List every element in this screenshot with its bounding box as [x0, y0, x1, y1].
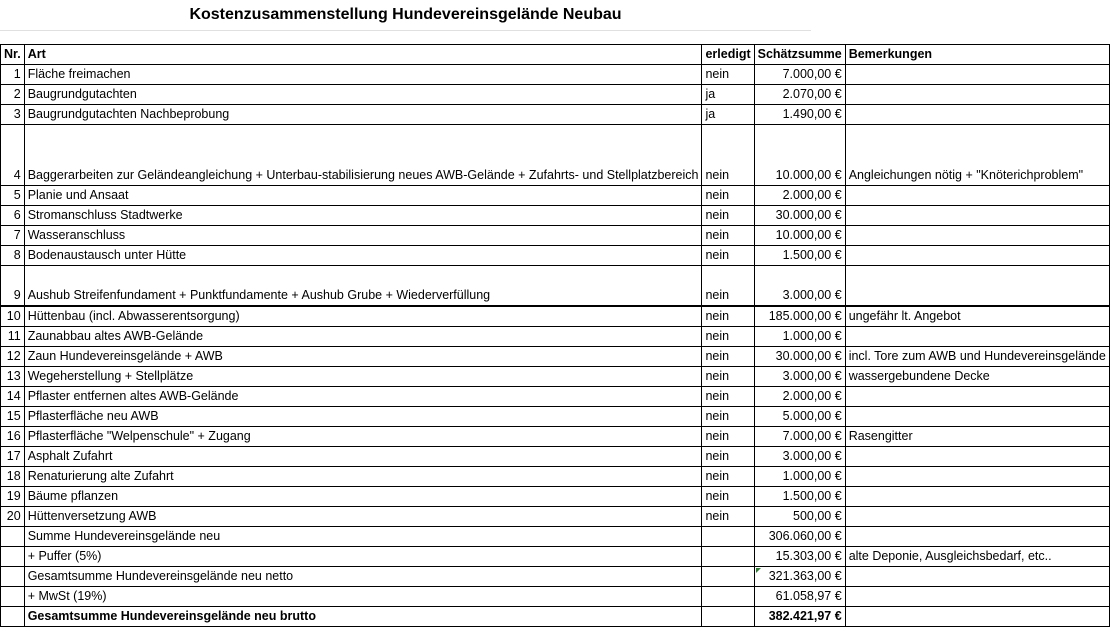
cell-erledigt-empty[interactable]	[702, 546, 754, 566]
cell-art[interactable]: Pflasterfläche neu AWB	[24, 406, 702, 426]
cell-total-label[interactable]: Gesamtsumme Hundevereinsgelände neu brutto	[24, 606, 702, 626]
table-row	[1, 306, 1110, 327]
cell-erledigt[interactable]: nein	[702, 65, 754, 85]
cell-erledigt[interactable]: ja	[702, 105, 754, 125]
table-row	[1, 186, 1110, 206]
cell-bemerkungen[interactable]	[845, 406, 1109, 426]
table-row	[1, 85, 1110, 105]
header-bemerkungen[interactable]: Bemerkungen	[845, 45, 1109, 65]
cell-total-label[interactable]: + Puffer (5%)	[24, 546, 702, 566]
cell-erledigt[interactable]: nein	[702, 406, 754, 426]
cell-schaetzsumme[interactable]: 500,00 €	[754, 506, 845, 526]
cell-art[interactable]: Asphalt Zufahrt	[24, 446, 702, 466]
cell-erledigt[interactable]: nein	[702, 186, 754, 206]
cell-total-bemerkungen[interactable]	[845, 606, 1109, 626]
cell-erledigt[interactable]: nein	[702, 226, 754, 246]
cell-schaetzsumme[interactable]: 30.000,00 €	[754, 346, 845, 366]
cell-total-bemerkungen[interactable]	[845, 586, 1109, 606]
cell-erledigt-empty[interactable]	[702, 606, 754, 626]
table-row	[1, 366, 1110, 386]
sheet-title: Kostenzusammenstellung Hundevereinsgelände Neubau	[189, 6, 622, 23]
cell-nr[interactable]: 1	[1, 65, 25, 85]
cell-nr-empty[interactable]	[1, 546, 25, 566]
cell-bemerkungen[interactable]	[845, 486, 1109, 506]
cell-total-bemerkungen[interactable]	[845, 526, 1109, 546]
blank-row	[0, 30, 811, 45]
cell-art[interactable]: Hüttenbau (incl. Abwasserentsorgung)	[24, 306, 702, 327]
cell-total-label[interactable]: Gesamtsumme Hundevereinsgelände neu netto	[24, 566, 702, 586]
cell-schaetzsumme[interactable]: 1.500,00 €	[754, 486, 845, 506]
cell-erledigt[interactable]: nein	[702, 506, 754, 526]
cell-erledigt[interactable]: nein	[702, 426, 754, 446]
cell-bemerkungen[interactable]: Rasengitter	[845, 426, 1109, 446]
cell-schaetzsumme[interactable]: 2.000,00 €	[754, 186, 845, 206]
cell-nr[interactable]: 16	[1, 426, 25, 446]
cell-nr-empty[interactable]	[1, 566, 25, 586]
cell-total-bemerkungen[interactable]: alte Deponie, Ausgleichsbedarf, etc..	[845, 546, 1109, 566]
cell-nr[interactable]: 17	[1, 446, 25, 466]
cell-schaetzsumme[interactable]: 3.000,00 €	[754, 366, 845, 386]
cell-erledigt-empty[interactable]	[702, 526, 754, 546]
cell-total-summe[interactable]: 321.363,00 €	[754, 566, 845, 586]
cell-schaetzsumme[interactable]: 185.000,00 €	[754, 306, 845, 327]
cell-bemerkungen[interactable]	[845, 466, 1109, 486]
cell-bemerkungen[interactable]	[845, 506, 1109, 526]
cell-art[interactable]: Planie und Ansaat	[24, 186, 702, 206]
table-row	[1, 266, 1110, 306]
table-row	[1, 65, 1110, 85]
table-row	[1, 446, 1110, 466]
table-row	[1, 506, 1110, 526]
cell-total-bemerkungen[interactable]	[845, 566, 1109, 586]
cell-bemerkungen[interactable]	[845, 206, 1109, 226]
cell-erledigt[interactable]: nein	[702, 446, 754, 466]
cell-art[interactable]: Stromanschluss Stadtwerke	[24, 206, 702, 226]
header-schaetzsumme[interactable]: Schätzsumme	[754, 45, 845, 65]
table-row	[1, 386, 1110, 406]
cell-nr[interactable]: 4	[1, 125, 25, 186]
cell-nr[interactable]: 19	[1, 486, 25, 506]
cell-schaetzsumme[interactable]: 7.000,00 €	[754, 65, 845, 85]
cell-bemerkungen[interactable]	[845, 186, 1109, 206]
cell-total-summe[interactable]: 382.421,97 €	[754, 606, 845, 626]
totals-row	[1, 546, 1110, 566]
cell-schaetzsumme[interactable]: 3.000,00 €	[754, 446, 845, 466]
table-row	[1, 326, 1110, 346]
cell-erledigt[interactable]: nein	[702, 266, 754, 306]
cell-bemerkungen[interactable]	[845, 246, 1109, 266]
cell-schaetzsumme[interactable]: 1.500,00 €	[754, 246, 845, 266]
cell-art[interactable]: Aushub Streifenfundament + Punktfundamente + Aushub Grube + Wiederverfüllung	[24, 266, 702, 306]
totals-row	[1, 526, 1110, 546]
cell-bemerkungen[interactable]	[845, 105, 1109, 125]
cell-art[interactable]: Baugrundgutachten	[24, 85, 702, 105]
cell-art[interactable]: Fläche freimachen	[24, 65, 702, 85]
cell-erledigt-empty[interactable]	[702, 586, 754, 606]
table-row	[1, 406, 1110, 426]
cell-nr[interactable]: 11	[1, 326, 25, 346]
cell-erledigt[interactable]: nein	[702, 386, 754, 406]
table-row	[1, 346, 1110, 366]
cell-erledigt-empty[interactable]	[702, 566, 754, 586]
cell-schaetzsumme[interactable]: 5.000,00 €	[754, 406, 845, 426]
cell-total-summe[interactable]: 15.303,00 €	[754, 546, 845, 566]
table-row	[1, 226, 1110, 246]
cell-erledigt[interactable]: nein	[702, 306, 754, 327]
cell-nr[interactable]: 15	[1, 406, 25, 426]
cell-total-label[interactable]: + MwSt (19%)	[24, 586, 702, 606]
cell-schaetzsumme[interactable]: 2.070,00 €	[754, 85, 845, 105]
cell-art[interactable]: Hüttenversetzung AWB	[24, 506, 702, 526]
cell-bemerkungen[interactable]	[845, 266, 1109, 306]
cell-art[interactable]: Baugrundgutachten Nachbeprobung	[24, 105, 702, 125]
cell-art[interactable]: Zaun Hundevereinsgelände + AWB	[24, 346, 702, 366]
cell-nr[interactable]: 5	[1, 186, 25, 206]
cell-art[interactable]: Pflasterfläche "Welpenschule" + Zugang	[24, 426, 702, 446]
cell-bemerkungen[interactable]: incl. Tore zum AWB und Hundevereinsgelände	[845, 346, 1109, 366]
totals-row	[1, 566, 1110, 586]
cell-nr[interactable]: 7	[1, 226, 25, 246]
totals-row	[1, 606, 1110, 626]
table-row	[1, 486, 1110, 506]
cell-art[interactable]: Zaunabbau altes AWB-Gelände	[24, 326, 702, 346]
cell-art[interactable]: Pflaster entfernen altes AWB-Gelände	[24, 386, 702, 406]
cell-total-summe[interactable]: 61.058,97 €	[754, 586, 845, 606]
header-row	[1, 45, 1110, 65]
cell-art[interactable]: Bodenaustausch unter Hütte	[24, 246, 702, 266]
cell-schaetzsumme[interactable]: 1.000,00 €	[754, 326, 845, 346]
cell-schaetzsumme[interactable]: 10.000,00 €	[754, 226, 845, 246]
cost-table	[0, 44, 1110, 627]
error-indicator-icon	[756, 568, 761, 573]
cell-bemerkungen[interactable]	[845, 226, 1109, 246]
cell-bemerkungen[interactable]	[845, 326, 1109, 346]
cell-erledigt[interactable]: nein	[702, 466, 754, 486]
cell-erledigt[interactable]: nein	[702, 326, 754, 346]
cell-erledigt[interactable]: nein	[702, 346, 754, 366]
cell-nr[interactable]: 10	[1, 306, 25, 327]
cell-nr[interactable]: 9	[1, 266, 25, 306]
cell-erledigt[interactable]: ja	[702, 85, 754, 105]
cell-erledigt[interactable]: nein	[702, 246, 754, 266]
cell-bemerkungen[interactable]	[845, 386, 1109, 406]
cell-total-label[interactable]: Summe Hundevereinsgelände neu	[24, 526, 702, 546]
cell-art[interactable]: Wegeherstellung + Stellplätze	[24, 366, 702, 386]
cell-art[interactable]: Bäume pflanzen	[24, 486, 702, 506]
table-row	[1, 206, 1110, 226]
cell-erledigt[interactable]: nein	[702, 486, 754, 506]
cell-nr[interactable]: 2	[1, 85, 25, 105]
cell-art[interactable]: Wasseranschluss	[24, 226, 702, 246]
cell-nr-empty[interactable]	[1, 526, 25, 546]
table-row	[1, 246, 1110, 266]
cell-art[interactable]: Baggerarbeiten zur Geländeangleichung + Unterbau-stabilisierung neues AWB-Gelände + Zufahrts- und Stellplatzbereich	[24, 125, 702, 186]
cell-erledigt[interactable]: nein	[702, 125, 754, 186]
totals-row	[1, 586, 1110, 606]
cell-schaetzsumme[interactable]: 1.000,00 €	[754, 466, 845, 486]
cell-nr[interactable]: 18	[1, 466, 25, 486]
cell-schaetzsumme[interactable]: 10.000,00 €	[754, 125, 845, 186]
cell-bemerkungen[interactable]	[845, 65, 1109, 85]
table-row	[1, 105, 1110, 125]
header-erledigt[interactable]: erledigt	[702, 45, 754, 65]
cell-schaetzsumme[interactable]: 1.490,00 €	[754, 105, 845, 125]
table-row	[1, 466, 1110, 486]
cell-nr[interactable]: 14	[1, 386, 25, 406]
cell-schaetzsumme[interactable]: 2.000,00 €	[754, 386, 845, 406]
cell-nr[interactable]: 8	[1, 246, 25, 266]
header-art[interactable]: Art	[24, 45, 702, 65]
cell-total-summe[interactable]: 306.060,00 €	[754, 526, 845, 546]
cell-nr-empty[interactable]	[1, 606, 25, 626]
cell-schaetzsumme[interactable]: 3.000,00 €	[754, 266, 845, 306]
cell-bemerkungen[interactable]: wassergebundene Decke	[845, 366, 1109, 386]
cell-nr[interactable]: 3	[1, 105, 25, 125]
cell-bemerkungen[interactable]	[845, 85, 1109, 105]
cell-nr[interactable]: 13	[1, 366, 25, 386]
cell-art[interactable]: Renaturierung alte Zufahrt	[24, 466, 702, 486]
cell-nr[interactable]: 6	[1, 206, 25, 226]
header-nr[interactable]: Nr.	[1, 45, 25, 65]
cell-nr[interactable]: 20	[1, 506, 25, 526]
cell-bemerkungen[interactable]	[845, 446, 1109, 466]
cell-bemerkungen[interactable]: Angleichungen nötig + "Knöterichproblem"	[845, 125, 1109, 186]
cell-erledigt[interactable]: nein	[702, 206, 754, 226]
cell-bemerkungen[interactable]: ungefähr lt. Angebot	[845, 306, 1109, 327]
table-row	[1, 125, 1110, 186]
cell-erledigt[interactable]: nein	[702, 366, 754, 386]
cell-nr-empty[interactable]	[1, 586, 25, 606]
cell-schaetzsumme[interactable]: 7.000,00 €	[754, 426, 845, 446]
table-row	[1, 426, 1110, 446]
cost-table-body	[1, 45, 1110, 627]
cell-nr[interactable]: 12	[1, 346, 25, 366]
cell-schaetzsumme[interactable]: 30.000,00 €	[754, 206, 845, 226]
